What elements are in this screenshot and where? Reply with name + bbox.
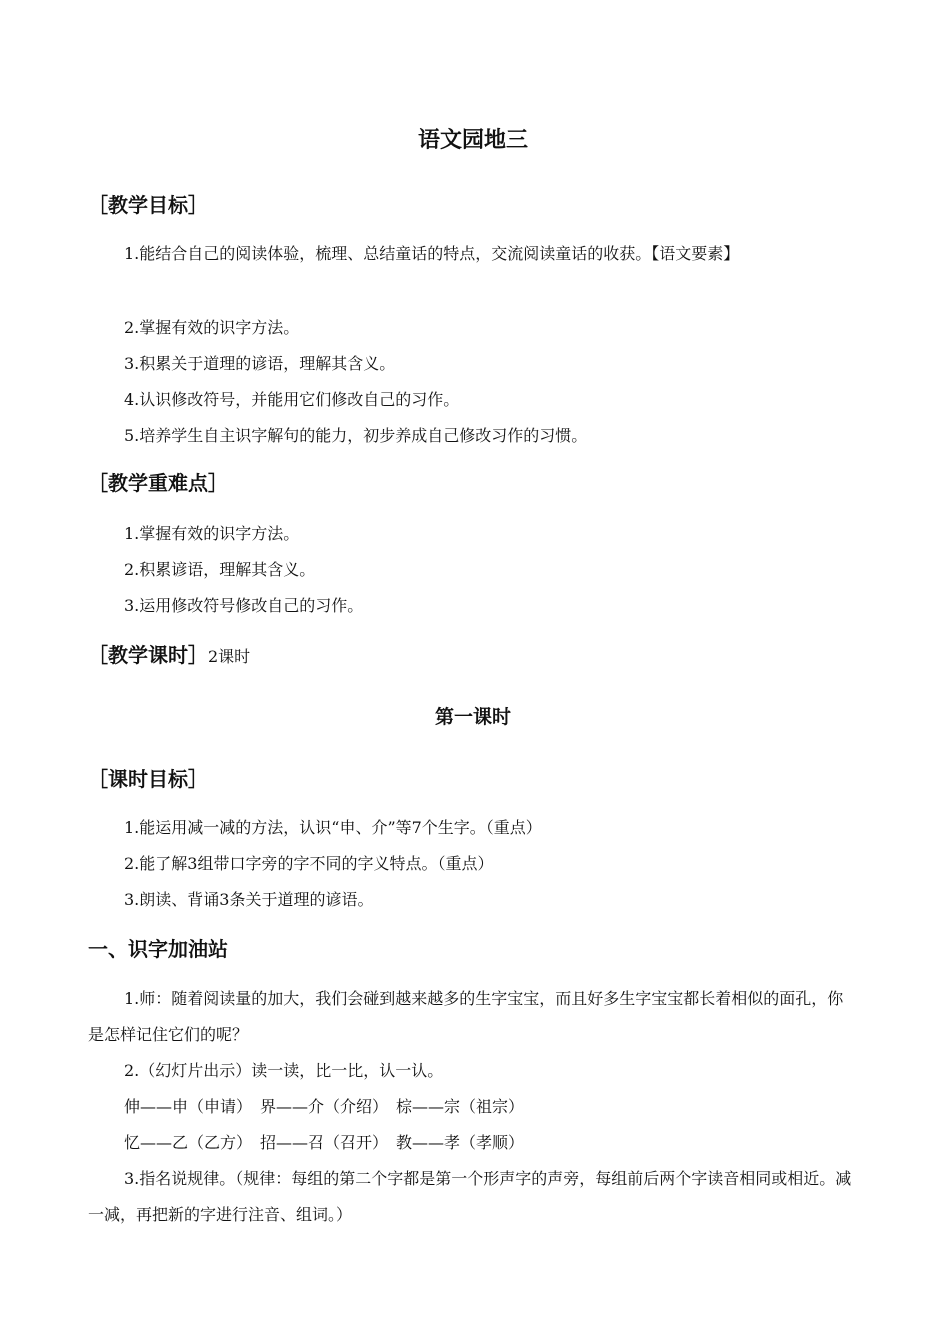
lesson-goal-2: 2.能了解3组带口字旁的字不同的字义特点。（重点） [124, 854, 494, 873]
section-para-2: 2.（幻灯片出示）读一读，比一比，认一认。 [124, 1061, 444, 1080]
goal-item-3: 3.积累关于道理的谚语，理解其含义。 [124, 354, 396, 373]
goal-item-4: 4.认识修改符号，并能用它们修改自己的习作。 [124, 390, 460, 409]
lesson-goal-3: 3.朗读、背诵3条关于道理的谚语。 [124, 890, 374, 909]
char-compare-row-1: 伸——申（申请） 界——介（介绍） 棕——宗（祖宗） [124, 1097, 525, 1116]
lesson-title: 第一课时 [434, 706, 511, 728]
periods-heading: ［教学课时］2课时 [88, 643, 251, 667]
char-compare-row-2: 忆——乙（乙方） 招——召（召开） 教——孝（孝顺） [124, 1133, 525, 1152]
lesson-goal-1: 1.能运用减一减的方法，认识“申、介”等7个生字。（重点） [124, 818, 542, 837]
goal-item-2: 2.掌握有效的识字方法。 [124, 318, 300, 337]
section-para-1: 1.师：随着阅读量的加大，我们会碰到越来越多的生字宝宝，而且好多生字宝宝都长着相似的面孔，你是怎样记住它们的呢？ [88, 989, 844, 1044]
key-point-2: 2.积累谚语，理解其含义。 [124, 560, 316, 579]
key-point-1: 1.掌握有效的识字方法。 [124, 524, 300, 543]
teaching-goals-heading: ［教学目标］ [88, 193, 208, 217]
key-point-3: 3.运用修改符号修改自己的习作。 [124, 596, 364, 615]
lesson-goals-heading: ［课时目标］ [88, 767, 208, 791]
document-title: 语文园地三 [417, 128, 528, 153]
goal-item-1: 1.能结合自己的阅读体验，梳理、总结童话的特点，交流阅读童话的收获。【语文要素】 [124, 244, 740, 263]
goal-item-5: 5.培养学生自主识字解句的能力，初步养成自己修改习作的习惯。 [124, 426, 588, 445]
section-heading-literacy: 一、识字加油站 [88, 937, 228, 961]
key-points-heading: ［教学重难点］ [88, 471, 228, 495]
section-para-3: 3.指名说规律。（规律：每组的第二个字都是第一个形声字的声旁，每组前后两个字读音相同或相近。减一减，再把新的字进行注音、组词。） [88, 1169, 852, 1224]
periods-value: 2课时 [208, 647, 251, 666]
